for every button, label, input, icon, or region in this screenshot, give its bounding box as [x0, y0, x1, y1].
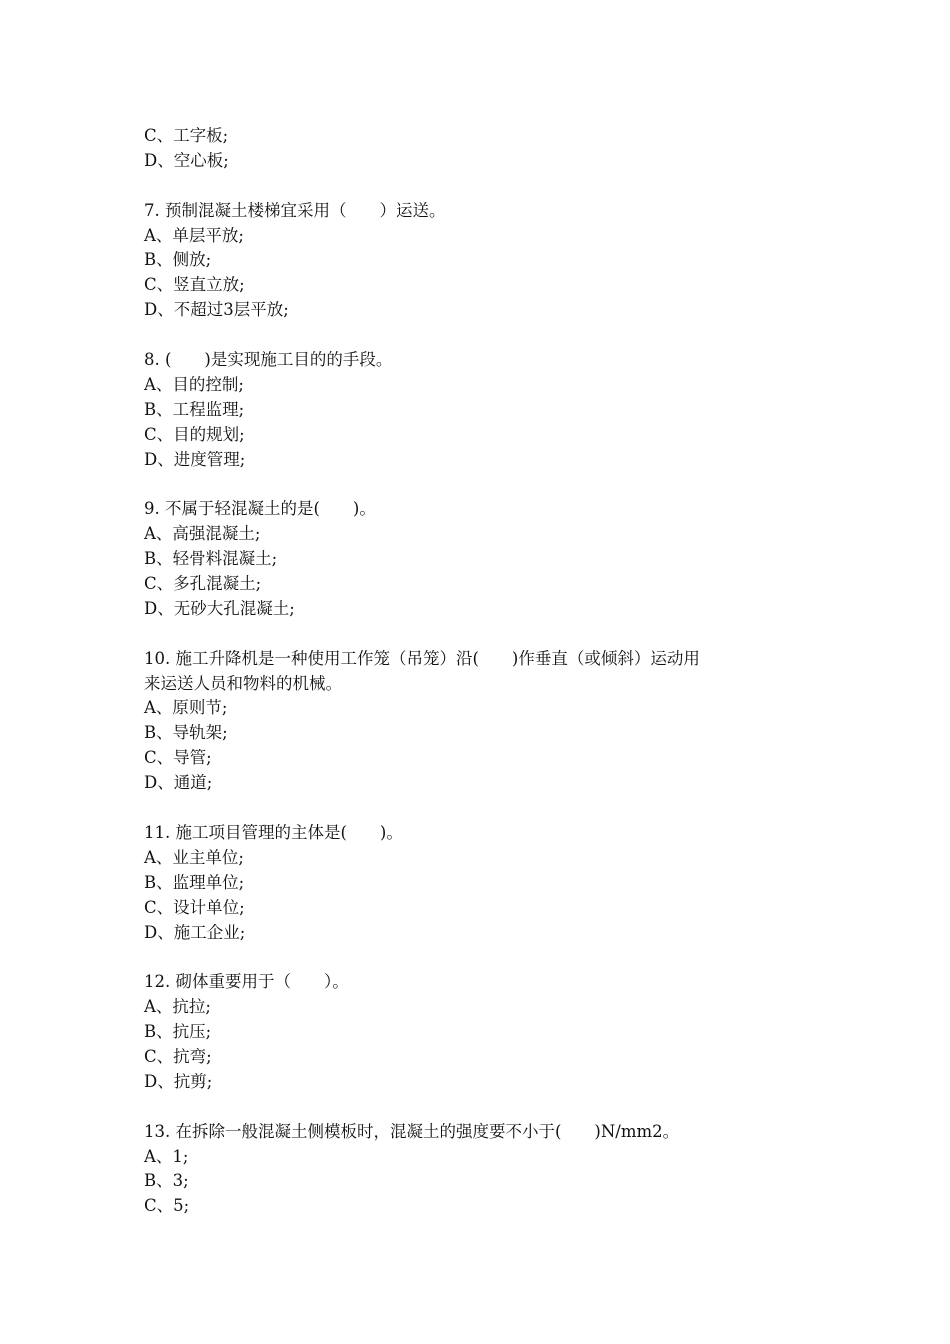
option-a: A、业主单位; — [144, 847, 244, 867]
option-b: B、3; — [144, 1171, 189, 1191]
option-d: D、通道; — [144, 773, 213, 793]
option-b: B、工程监理; — [144, 399, 245, 419]
option-d: D、进度管理; — [144, 449, 246, 469]
question-stem: 8. ( )是实现施工目的的手段。 — [144, 350, 393, 370]
option-c: C、多孔混凝土; — [144, 574, 262, 594]
option-c: C、导管; — [144, 748, 212, 768]
question-12 — [144, 970, 824, 1094]
leading-options — [144, 124, 824, 174]
option-a: A、1; — [144, 1146, 189, 1166]
option-c: C、目的规划; — [144, 424, 245, 444]
question-stem: 7. 预制混凝土楼梯宜采用（ ）运送。 — [144, 200, 446, 220]
option-b: B、监理单位; — [144, 872, 245, 892]
option-b: B、侧放; — [144, 250, 212, 270]
option-b: B、导轨架; — [144, 723, 228, 743]
spacer — [144, 945, 824, 970]
option-c: C、工字板; — [144, 126, 229, 145]
option-c: C、抗弯; — [144, 1046, 212, 1066]
option-c: C、竖直立放; — [144, 275, 245, 295]
option-d: D、无砂大孔混凝土; — [144, 598, 295, 618]
question-8 — [144, 348, 824, 472]
document-page — [144, 124, 824, 1219]
spacer — [144, 1095, 824, 1120]
question-stem: 11. 施工项目管理的主体是( )。 — [144, 822, 403, 842]
question-13 — [144, 1120, 824, 1220]
option-d: D、施工企业; — [144, 922, 246, 942]
option-c: C、设计单位; — [144, 897, 245, 917]
question-7 — [144, 199, 824, 323]
option-c: C、5; — [144, 1196, 190, 1216]
option-a: A、目的控制; — [144, 374, 244, 394]
option-a: A、高强混凝土; — [144, 524, 261, 544]
spacer — [144, 174, 824, 199]
spacer — [144, 472, 824, 497]
question-stem-continued: 来运送人员和物料的机械。 — [144, 673, 342, 693]
option-d: D、不超过3层平放; — [144, 300, 289, 320]
option-b: B、抗压; — [144, 1022, 212, 1042]
question-stem: 13. 在拆除一般混凝土侧模板时，混凝土的强度要不小于( )N/mm2。 — [144, 1121, 680, 1141]
question-stem: 9. 不属于轻混凝土的是( )。 — [144, 499, 376, 519]
spacer — [144, 323, 824, 348]
question-10 — [144, 647, 824, 796]
spacer — [144, 622, 824, 647]
question-9 — [144, 497, 824, 621]
option-a: A、抗拉; — [144, 997, 211, 1017]
question-stem: 12. 砌体重要用于（ ）。 — [144, 972, 349, 992]
option-a: A、单层平放; — [144, 225, 244, 245]
option-d: D、空心板; — [144, 150, 229, 170]
option-d: D、抗剪; — [144, 1071, 213, 1091]
option-a: A、原则节; — [144, 698, 228, 718]
spacer — [144, 796, 824, 821]
option-b: B、轻骨料混凝土; — [144, 549, 278, 569]
question-11 — [144, 821, 824, 945]
question-stem: 10. 施工升降机是一种使用工作笼（吊笼）沿( )作垂直（或倾斜）运动用 — [144, 648, 700, 668]
